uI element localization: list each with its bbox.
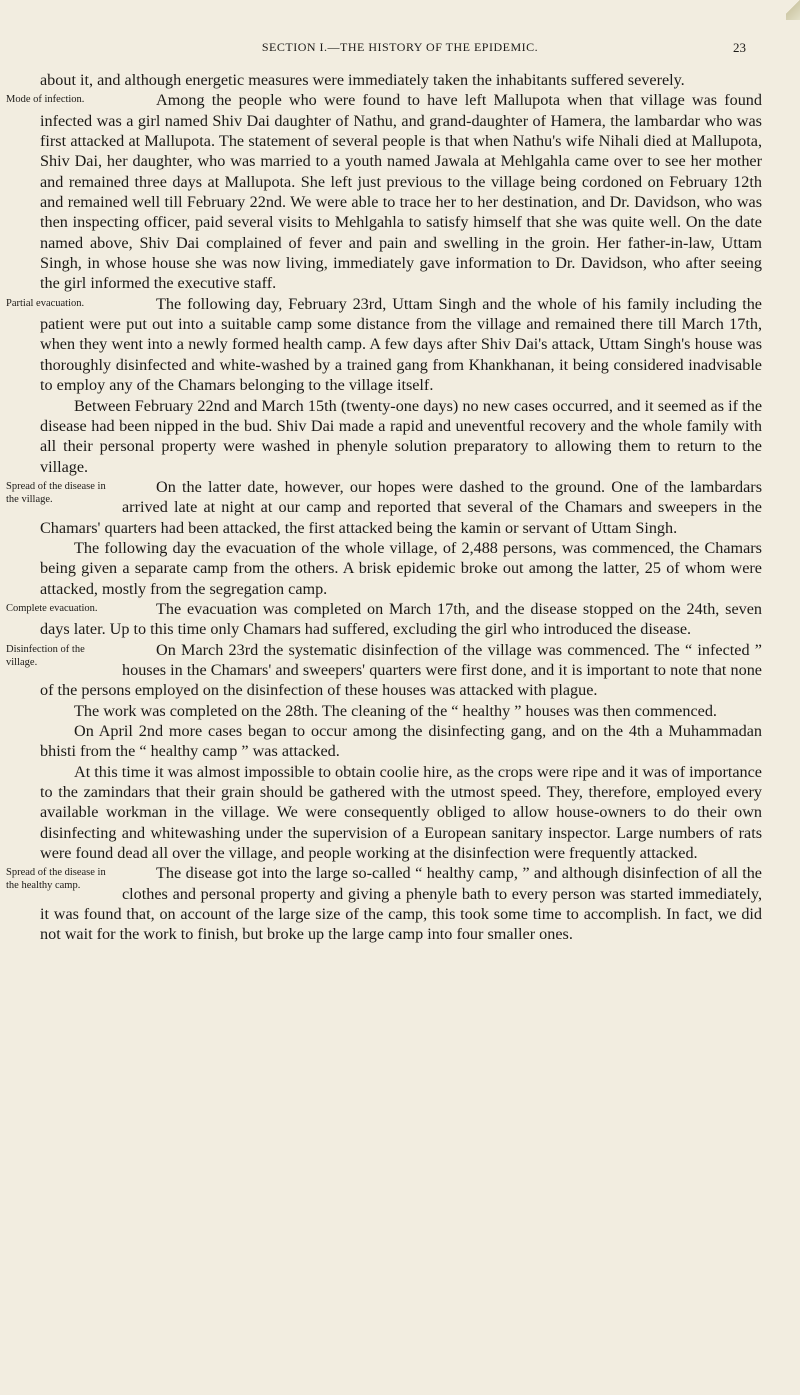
paragraph: The following day the evacuation of the whole village, of 2,488 persons, was commenced, the Chamars being given a separate camp from the others. A brisk epidemic broke out among the latter, 25 of whom were attacked, mostly from the segregation camp. [40,538,762,598]
side-note: Complete evacuation. [6,602,98,614]
paragraph: Mode of infection. Among the people who were found to have left Mallupota when that village was found infected was a girl named Shiv Dai daughter of Nathu, and grand-daughter of Hamera, the lambardar who was first attacked at Mallupota. The statement of several people is that when Nathu's wife Nihali died at Mallupota, Shiv Dai, her daughter, who was married to a youth named Jawala at Mehlgahla came over to see her mother and remained three days at Mallupota. She left just previous to the village being cordoned on February 12th and remained well till February 22nd. We were able to trace her to her destination, and Dr. Davidson, who was then inspecting officer, paid several visits to Mehlgahla to satisfy himself that she was quite well. On the date named above, Shiv Dai complained of fever and pain and swelling in the groin. Her father-in-law, Uttam Singh, in whose house she was now living, immediately gave information to Dr. Davidson, who after seeing the girl informed the executive staff. [6,91,762,293]
page-corner [786,0,800,20]
running-header: SECTION I.—THE HISTORY OF THE EPIDEMIC. [261,40,539,54]
side-note: Spread of the disease in the healthy camp. [6,867,106,892]
paragraph: Between February 22nd and March 15th (twenty-one days) no new cases occurred, and it seemed as if the disease had been nipped in the bud. Shiv Dai made a rapid and uneventful recovery and the whole family with all their personal property were washed in phenyle solution preparatory to allowing them to return to the village. [40,396,762,476]
side-note: Spread of the disease in the village. [6,480,106,505]
paragraph: Disinfection of the village. On March 23rd the systematic disinfection of the village was commenced. The “ infected ” houses in the Chamars' and sweepers' quarters were first done, and it is important to note that none of the persons employed on the disinfection of these houses was attacked with plague. [6,640,762,700]
paragraph: Spread of the disease in the village. On the latter date, however, our hopes were dashed to the ground. One of the lambardars arrived late at night at our camp and reported that several of the Chamars and sweepers in the Chamars' quarters had been attacked, the first attacked being the kamin or servant of Uttam Singh. [6,477,762,537]
side-note: Mode of infection. [6,94,85,106]
side-note: Disinfection of the village. [6,643,85,668]
side-note: Partial evacuation. [6,297,85,309]
paragraph: Partial evacuation. The following day, February 23rd, Uttam Singh and the whole of his family including the patient were put out into a suitable camp some distance from the village and remained there till March 17th, when they went into a newly formed health camp. A few days after Shiv Dai's attack, Uttam Singh's house was thoroughly disinfected and white-washed by a trained gang from Khankhanan, it being considered inadvisable to employ any of the Chamars belonging to the village itself. [6,294,762,395]
paragraph: On April 2nd more cases began to occur among the disinfecting gang, and on the 4th a Muhammadan bhisti from the “ healthy camp ” was attacked. [40,722,762,761]
paragraph: Spread of the disease in the healthy camp. The disease got into the large so-called “ healthy camp, ” and although disinfection of all the clothes and personal property and giving a phenyle bath to every person was started immediately, it was found that, on account of the large size of the camp, this took some time to accomplish. In fact, we did not wait for the work to finish, but broke up the large camp into four smaller ones. [6,864,762,944]
paragraph: Complete evacuation. The evacuation was completed on March 17th, and the disease stopped on the 24th, seven days later. Up to this time only Chamars had suffered, excluding the girl who introduced the disease. [6,599,762,639]
paragraph: about it, and although energetic measures were immediately taken the inhabitants suffered severely. [40,71,685,89]
body-text [6,70,762,945]
paragraph: At this time it was almost impossible to obtain coolie hire, as the crops were ripe and it was of importance to the zamindars that their grain should be gathered with the utmost speed. They, therefore, employed every available workman in the village. We were consequently obliged to allow house-owners to do their own disinfecting and whitewashing under the supervision of a European sanitary inspector. Large numbers of rats were found dead all over the village, and people working at the disinfection were frequently attacked. [40,762,762,863]
page-number: 23 [733,40,746,55]
paragraph: The work was completed on the 28th. The cleaning of the “ healthy ” houses was then commenced. [74,701,717,720]
